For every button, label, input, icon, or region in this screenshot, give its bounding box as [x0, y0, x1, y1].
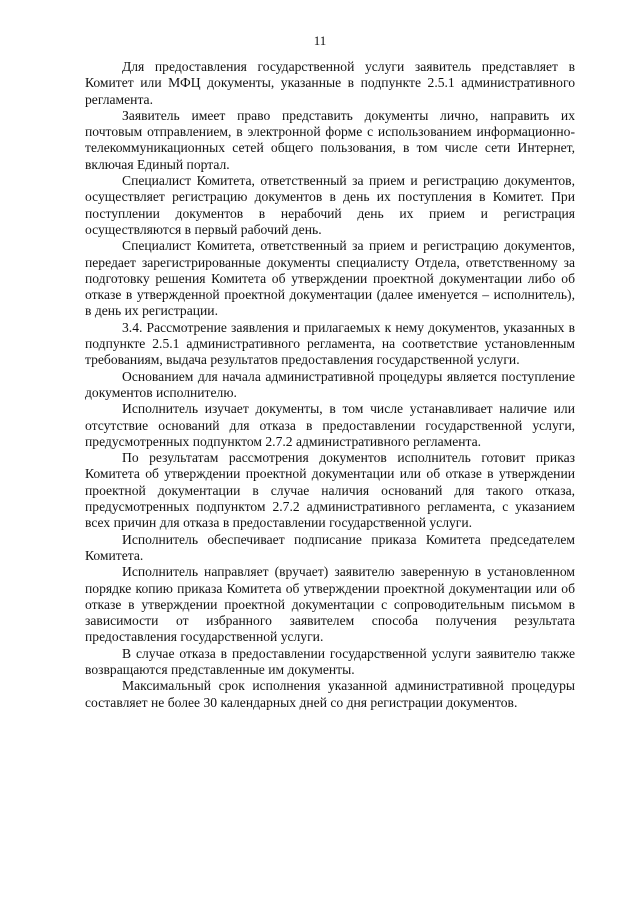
paragraph-transfer-to-executor: Специалист Комитета, ответственный за прием и регистрацию документов, передает зарегистрированные документы специалисту Отдела, ответственному за подготовку решения Комитета об утверждении проектной документации либо об отказе в утвержденной проектной документации (далее именуется – исполнитель), в день их регистрации.	[85, 238, 575, 319]
paragraph-order-signing: Исполнитель обеспечивает подписание приказа Комитета председателем Комитета.	[85, 531, 575, 563]
paragraph-submission: Для предоставления государственной услуги заявитель представляет в Комитет или МФЦ документы, указанные в подпункте 2.5.1 административного регламента.	[85, 59, 575, 107]
section-3-4-heading: 3.4. Рассмотрение заявления и прилагаемых к нему документов, указанных в подпункте 2.5.1 административного регламента, на соответствие установленным требованиям, выдача результатов предоставления государственной услуги.	[85, 319, 575, 368]
paragraph-order-delivery: Исполнитель направляет (вручает) заявителю заверенную в установленном порядке копию приказа Комитета об утверждении проектной документации или об отказе в утверждении проектной документации с сопроводительным письмом в зависимости от избранного заявителем способа получения результата предоставления государственной услуги.	[85, 564, 575, 645]
paragraph-order-preparation: По результатам рассмотрения документов исполнитель готовит приказ Комитета об утверждении проектной документации или об отказе в утверждении проектной документации в случае наличия оснований для такого отказа, предусмотренных подпунктом 2.7.2 административного регламента, с указанием всех причин для отказа в предоставлении государственной услуги.	[85, 450, 575, 531]
paragraph-document-review: Исполнитель изучает документы, в том числе устанавливает наличие или отсутствие оснований для отказа в предоставлении государственной услуги, предусмотренных подпунктом 2.7.2 административного регламента.	[85, 401, 575, 449]
paragraph-submission-methods: Заявитель имеет право представить документы лично, направить их почтовым отправлением, в электронной форме с использованием информационно-телекоммуникационных сетей общего пользования, в том числе сети Интернет, включая Единый портал.	[85, 107, 575, 172]
page-number: 11	[313, 33, 327, 48]
paragraph-refusal-return: В случае отказа в предоставлении государственной услуги заявителю также возвращаются представленные им документы.	[85, 645, 575, 677]
paragraph-procedure-basis: Основанием для начала административной процедуры является поступление документов исполнителю.	[85, 368, 575, 400]
paragraph-maximum-term: Максимальный срок исполнения указанной административной процедуры составляет не более 30 календарных дней со дня регистрации документов.	[85, 678, 575, 710]
document-body	[85, 59, 575, 711]
paragraph-registration: Специалист Комитета, ответственный за прием и регистрацию документов, осуществляет регистрацию документов в день их поступления в Комитет. При поступлении документов в нерабочий день их прием и регистрация осуществляются в первый рабочий день.	[85, 173, 575, 237]
